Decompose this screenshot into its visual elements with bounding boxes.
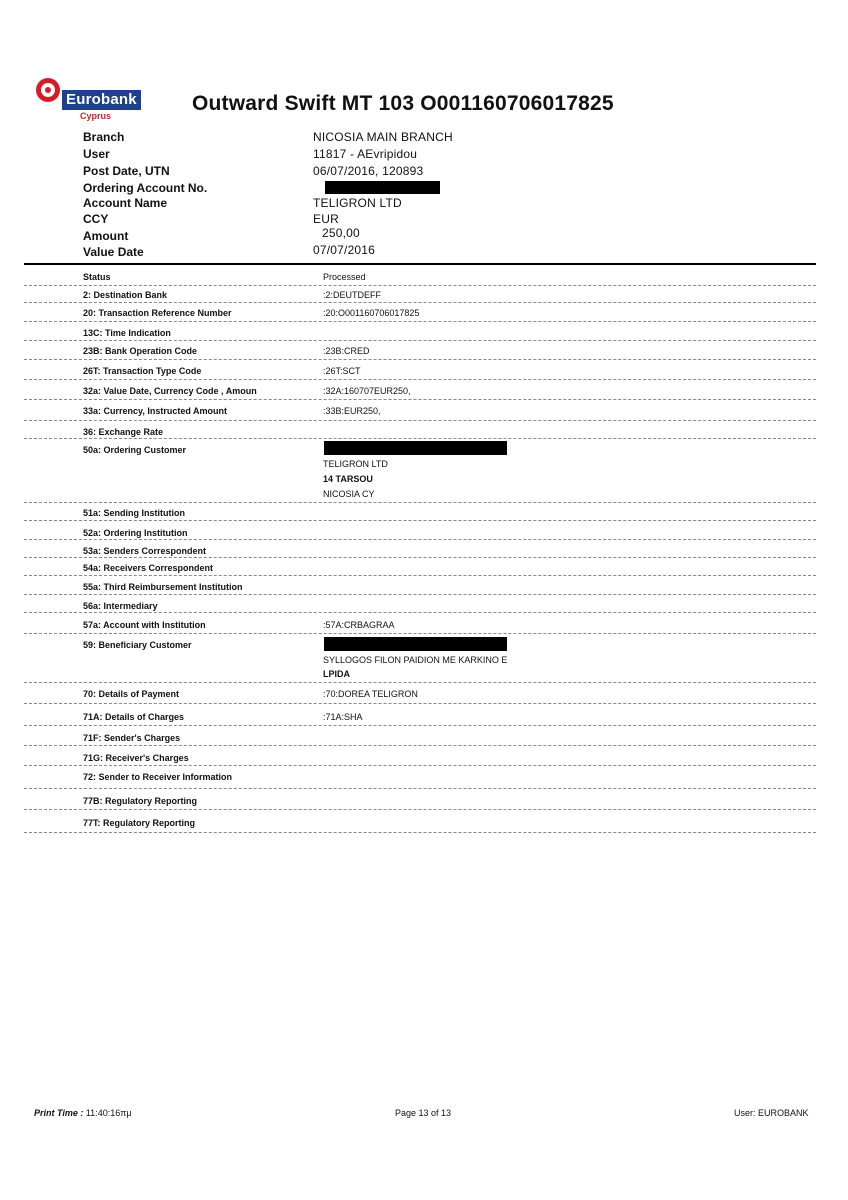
header-row-amount — [83, 226, 783, 246]
row-divider — [24, 359, 816, 360]
row-divider — [24, 725, 816, 726]
field-label: 59: Beneficiary Customer — [83, 640, 192, 650]
field-label: 32a: Value Date, Currency Code , Amoun — [83, 386, 257, 396]
row-divider — [24, 575, 816, 576]
field-label: 26T: Transaction Type Code — [83, 366, 202, 376]
field-label: 72: Sender to Receiver Information — [83, 772, 233, 782]
field-label: 71A: Details of Charges — [83, 712, 185, 722]
field-label: 50a: Ordering Customer — [83, 445, 187, 455]
header-label: Account Name — [83, 196, 168, 210]
row-divider — [24, 703, 816, 704]
eurobank-logo — [36, 74, 156, 124]
field-value: :2:DEUTDEFF — [323, 290, 382, 300]
header-value: TELIGRON LTD — [313, 196, 402, 210]
beneficiary-line: LPIDA — [323, 669, 350, 679]
header-label: CCY — [83, 212, 109, 226]
header-value: 250,00 — [322, 226, 360, 240]
row-divider — [24, 321, 816, 322]
logo-brand: Eurobank — [62, 90, 141, 110]
ordering-customer-line: NICOSIA CY — [323, 489, 375, 499]
redaction-bar — [325, 181, 440, 194]
row-divider — [24, 520, 816, 521]
row-divider — [24, 399, 816, 400]
print-time-value: 11:40:16πμ — [83, 1108, 132, 1118]
header-row-user — [83, 147, 783, 164]
field-label: 71G: Receiver's Charges — [83, 753, 189, 763]
field-label: Status — [83, 272, 111, 282]
header-row-post-date — [83, 164, 783, 181]
field-value: :20:O001160706017825 — [323, 308, 420, 318]
logo-mark-icon — [36, 78, 60, 102]
field-label: 51a: Sending Institution — [83, 508, 186, 518]
header-label: User — [83, 147, 110, 161]
row-divider — [24, 682, 816, 683]
field-label: 57a: Account with Institution — [83, 620, 206, 630]
header-row-account-name — [83, 196, 783, 213]
row-divider — [24, 633, 816, 634]
field-value: :70:DOREA TELIGRON — [323, 689, 418, 699]
field-value: :57A:CRBAGRAA — [323, 620, 395, 630]
logo-sub: Cyprus — [80, 111, 112, 121]
field-label: 2: Destination Bank — [83, 290, 168, 300]
footer-user: User: EUROBANK — [734, 1108, 809, 1118]
field-label: 77T: Regulatory Reporting — [83, 818, 196, 828]
row-divider — [24, 539, 816, 540]
header-label: Amount — [83, 229, 129, 243]
header-label: Ordering Account No. — [83, 181, 208, 195]
field-label: 77B: Regulatory Reporting — [83, 796, 198, 806]
row-divider — [24, 285, 816, 286]
redaction-bar — [324, 637, 507, 651]
field-label: 55a: Third Reimbursement Institution — [83, 582, 243, 592]
row-divider — [24, 379, 816, 380]
document-title: Outward Swift MT 103 O001160706017825 — [192, 92, 614, 115]
row-divider — [24, 420, 816, 421]
print-time-label: Print Time : — [34, 1108, 84, 1118]
field-label: 13C: Time Indication — [83, 328, 171, 338]
row-divider — [24, 832, 816, 833]
field-value: :71A:SHA — [323, 712, 363, 722]
field-label: 71F: Sender's Charges — [83, 733, 181, 743]
ordering-customer-line: 14 TARSOU — [323, 474, 373, 484]
row-divider — [24, 765, 816, 766]
header-value: EUR — [313, 212, 339, 226]
header-divider — [24, 263, 816, 265]
header-label: Value Date — [83, 245, 144, 259]
field-label: 52a: Ordering Institution — [83, 528, 188, 538]
header-row-value-date — [83, 245, 783, 262]
row-divider — [24, 594, 816, 595]
field-label: 36: Exchange Rate — [83, 427, 164, 437]
row-divider — [24, 340, 816, 341]
field-label: 20: Transaction Reference Number — [83, 308, 232, 318]
header-value: 11817 - AEvripidou — [313, 147, 418, 161]
row-divider — [24, 745, 816, 746]
field-label: 70: Details of Payment — [83, 689, 180, 699]
field-value: :26T:SCT — [323, 366, 361, 376]
row-divider — [24, 557, 816, 558]
header-row-branch — [83, 130, 783, 147]
header-label: Branch — [83, 130, 125, 144]
field-label: 53a: Senders Correspondent — [83, 546, 207, 556]
field-value: Processed — [323, 272, 366, 282]
row-divider — [24, 809, 816, 810]
field-value: :23B:CRED — [323, 346, 370, 356]
field-label: 54a: Receivers Correspondent — [83, 563, 214, 573]
field-label: 56a: Intermediary — [83, 601, 158, 611]
row-divider — [24, 438, 816, 439]
beneficiary-line: SYLLOGOS FILON PAIDION ME KARKINO E — [323, 655, 508, 665]
header-value: NICOSIA MAIN BRANCH — [313, 130, 453, 144]
field-value: :33B:EUR250, — [323, 406, 381, 416]
row-divider — [24, 788, 816, 789]
row-divider — [24, 612, 816, 613]
field-label: 23B: Bank Operation Code — [83, 346, 198, 356]
page-number: Page 13 of 13 — [395, 1108, 452, 1118]
redaction-bar — [324, 441, 507, 455]
header-label: Post Date, UTN — [83, 164, 170, 178]
row-divider — [24, 502, 816, 503]
header-value: 07/07/2016 — [313, 243, 376, 257]
field-label: 33a: Currency, Instructed Amount — [83, 406, 228, 416]
ordering-customer-line: TELIGRON LTD — [323, 459, 388, 469]
print-time — [34, 1108, 132, 1118]
row-divider — [24, 302, 816, 303]
header-row-ccy — [83, 212, 783, 229]
field-value: :32A:160707EUR250, — [323, 386, 411, 396]
header-value: 06/07/2016, 120893 — [313, 164, 424, 178]
